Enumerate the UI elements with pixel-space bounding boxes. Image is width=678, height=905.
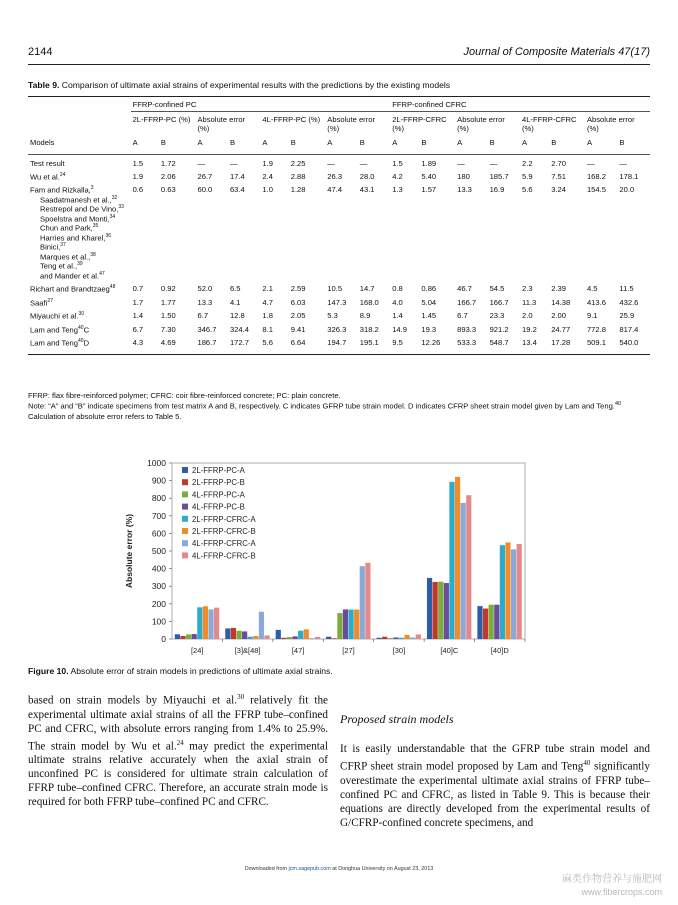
table-cell: 2.05 bbox=[290, 311, 306, 321]
bar bbox=[505, 542, 510, 639]
table-cell: 23.3 bbox=[489, 311, 505, 321]
table-cell: 7.30 bbox=[160, 324, 176, 334]
table-cell: 13.3 bbox=[457, 185, 472, 195]
table-cell: 1.4 bbox=[392, 311, 403, 321]
bar bbox=[388, 638, 393, 639]
table-note-abbrev: FFRP: flax fibre-reinforced polymer; CFRC: coir fibre-reinforced concrete; PC: plain concrete. bbox=[28, 391, 341, 400]
table-cell: 147.3 bbox=[327, 297, 347, 307]
figure-label: Figure 10. bbox=[28, 666, 69, 676]
model-name-cell: Wu et al.$^{24}$ bbox=[30, 171, 66, 182]
table-cell: 52.0 bbox=[197, 284, 213, 294]
table-cell: — bbox=[586, 158, 595, 168]
table-cell: 180 bbox=[457, 171, 470, 181]
table-cell: 1.72 bbox=[160, 158, 176, 168]
table-cell: 43.1 bbox=[359, 185, 375, 195]
table-cell: 2.1 bbox=[262, 284, 273, 294]
table-cell: 326.3 bbox=[327, 324, 347, 334]
table-cell: 2.2 bbox=[522, 158, 533, 168]
ab-header-10: B bbox=[421, 137, 427, 147]
table-cell: 11.3 bbox=[522, 297, 537, 307]
sub-header-6: Absolute error (%) bbox=[457, 114, 505, 133]
bar bbox=[393, 637, 398, 639]
table-cell: 6.03 bbox=[290, 297, 306, 307]
x-tick-label: [30] bbox=[392, 646, 406, 655]
table-cell: 2.06 bbox=[160, 171, 176, 181]
table-note-ab: Note: “A” and “B” indicate specimens from test matrix A and B, respectively. C indicates GFRP tube strain model. D indicates CFRP sheet strain model given by Lam and Teng.$^{40}$ Calculation of absolute error refers to Table 5. bbox=[28, 401, 622, 422]
ab-header-9: A bbox=[392, 137, 398, 147]
table-cell: 26.7 bbox=[197, 171, 213, 181]
legend-swatch bbox=[182, 504, 188, 510]
model-name-continuation: Restrepol and De Vino,$^{33}$ bbox=[40, 204, 124, 214]
table-cell: 2.3 bbox=[522, 284, 533, 294]
bar bbox=[304, 629, 309, 639]
table-cell: 46.7 bbox=[457, 284, 472, 294]
model-name-cell: Richart and Brandtzaeg$^{48}$ bbox=[30, 284, 116, 294]
table-cell: 413.6 bbox=[586, 297, 606, 307]
table-cell: 1.7 bbox=[132, 297, 144, 307]
table-cell: 26.3 bbox=[327, 171, 343, 181]
table-caption-text: Comparison of ultimate axial strains of experimental results with the predictions by the existing models bbox=[61, 80, 451, 90]
x-tick-label: [47] bbox=[291, 646, 305, 655]
table-cell: 17.28 bbox=[551, 338, 571, 348]
table-cell: 509.1 bbox=[586, 338, 606, 348]
table-cell: 4.1 bbox=[229, 297, 241, 307]
table-cell: 1.9 bbox=[132, 171, 144, 181]
table-cell: 324.4 bbox=[229, 324, 249, 334]
table-cell: 12.8 bbox=[229, 311, 245, 321]
table-row bbox=[28, 336, 650, 354]
legend-swatch bbox=[182, 516, 188, 522]
ab-header-6: B bbox=[290, 137, 296, 147]
model-name-cell: Fam and Rizkalla,$^3$ Saadatmanesh et al.,$^{32}$ Restrepol and De Vino,$^{33}$ Spoelstra and Monti,$^{34}$ Chun and Park,$^{35}$ Harries and Kharel,$^{36}$ Binici,$^{37}$ Marques et al.,$^{38}$ Teng et al.,$^{39}$ and Mander et al.$^{47}$ bbox=[28, 183, 131, 282]
table-cell: 13.4 bbox=[522, 338, 537, 348]
table-cell: 7.51 bbox=[551, 171, 566, 181]
table-cell: 14.9 bbox=[392, 324, 407, 334]
table-row bbox=[28, 154, 650, 169]
table-cell: 1.0 bbox=[262, 185, 273, 195]
bar bbox=[315, 637, 320, 639]
table-cell: 13.3 bbox=[197, 297, 213, 307]
section-title: Proposed strain models bbox=[340, 712, 454, 726]
bar bbox=[354, 610, 359, 639]
table-caption bbox=[28, 80, 650, 90]
bar bbox=[433, 582, 438, 639]
table-cell: 12.26 bbox=[421, 338, 441, 348]
table-cell: 1.77 bbox=[160, 297, 176, 307]
table-cell: 0.92 bbox=[160, 284, 176, 294]
sub-header-1: 2L-FFRP-PC (%) bbox=[132, 114, 191, 124]
model-name-cell: Lam and Teng$^{40}$D bbox=[30, 338, 90, 348]
table-cell: 154.5 bbox=[586, 185, 606, 195]
table-cell: 1.57 bbox=[421, 185, 437, 195]
bar bbox=[236, 631, 241, 639]
table-cell: 2.4 bbox=[262, 171, 273, 181]
table-cell: 6.64 bbox=[290, 338, 306, 348]
table-cell: 6.7 bbox=[197, 311, 209, 321]
table-cell: 6.7 bbox=[457, 311, 468, 321]
table-cell: 1.4 bbox=[132, 311, 144, 321]
y-tick-label: 200 bbox=[151, 598, 166, 609]
bar bbox=[180, 636, 185, 639]
table-ab-header bbox=[28, 138, 650, 154]
table-cell: 168.2 bbox=[586, 171, 606, 181]
bar bbox=[264, 635, 269, 639]
bar bbox=[377, 638, 382, 639]
bar bbox=[186, 634, 191, 639]
table-cell: 168.0 bbox=[359, 297, 379, 307]
table-cell: 0.7 bbox=[132, 284, 144, 294]
y-tick-label: 900 bbox=[151, 475, 166, 486]
table-row bbox=[28, 296, 650, 309]
table-cell: 24.77 bbox=[551, 324, 571, 334]
bar bbox=[500, 545, 505, 639]
table-cell: 893.3 bbox=[457, 324, 477, 334]
legend-swatch bbox=[182, 479, 188, 485]
bar bbox=[259, 612, 264, 639]
table-cell: 1.45 bbox=[421, 311, 437, 321]
bar bbox=[214, 608, 219, 639]
bar bbox=[326, 637, 331, 639]
table-cell: 9.1 bbox=[586, 311, 598, 321]
table-cell: 1.50 bbox=[160, 311, 176, 321]
bar bbox=[444, 583, 449, 639]
table-cell: 6.5 bbox=[229, 284, 241, 294]
table-cell: 772.8 bbox=[586, 324, 606, 334]
table-9 bbox=[28, 96, 650, 355]
citation-ref: 40 bbox=[583, 759, 591, 767]
model-name-cell: Miyauchi et al.$^{30}$ bbox=[30, 311, 85, 321]
table-cell: 4.3 bbox=[132, 338, 144, 348]
legend-label: 4L-FFRP-PC-A bbox=[192, 490, 245, 500]
table-group-header bbox=[28, 97, 650, 112]
table-cell: 195.1 bbox=[359, 338, 379, 348]
table-cell: 178.1 bbox=[619, 171, 639, 181]
x-tick-label: [27] bbox=[342, 646, 355, 655]
table-cell: 186.7 bbox=[197, 338, 217, 348]
bar bbox=[225, 628, 230, 639]
y-tick-label: 500 bbox=[151, 546, 166, 556]
bar bbox=[175, 634, 180, 639]
page-number: 2144 bbox=[28, 46, 53, 58]
group-header-pc: FFRP-confined PC bbox=[131, 97, 391, 112]
bar bbox=[248, 637, 253, 639]
table-cell: 10.5 bbox=[327, 284, 343, 294]
legend-label: 2L-FFRP-CFRC-A bbox=[192, 514, 256, 524]
model-name-continuation: Marques et al.,$^{38}$ bbox=[40, 251, 96, 262]
bar bbox=[416, 634, 421, 639]
legend-swatch bbox=[182, 540, 188, 546]
table-cell: 5.04 bbox=[421, 297, 437, 307]
bar bbox=[489, 605, 494, 639]
table-cell: 921.2 bbox=[489, 324, 509, 334]
ab-header-13: A bbox=[522, 137, 528, 147]
model-name-continuation: and Mander et al.$^{47}$ bbox=[40, 270, 105, 281]
download-footer: Downloaded from jcm.sagepub.com at Donghua University on August 23, 2013 bbox=[244, 866, 434, 872]
figure-caption-text: Absolute error of strain models in predictions of ultimate axial strains. bbox=[70, 666, 333, 676]
sub-header-7: 4L-FFRP-CFRC (%) bbox=[522, 114, 577, 133]
bar bbox=[461, 503, 466, 639]
x-tick-label: [40]D bbox=[490, 646, 509, 655]
table-cell: 4.69 bbox=[160, 338, 176, 348]
table-cell: 2.70 bbox=[551, 158, 566, 168]
y-tick-label: 700 bbox=[151, 510, 166, 521]
bar bbox=[208, 609, 213, 639]
table-cell: 14.38 bbox=[551, 297, 571, 307]
table-cell: 5.3 bbox=[327, 311, 338, 321]
table-cell: 8.9 bbox=[359, 311, 371, 321]
bar bbox=[332, 638, 337, 639]
table-cell: 1.8 bbox=[262, 311, 273, 321]
table-cell: 11.5 bbox=[619, 284, 634, 294]
model-name-cell: Saafi$^{27}$ bbox=[30, 297, 53, 308]
legend-swatch bbox=[182, 467, 188, 473]
table-cell: 17.4 bbox=[229, 171, 245, 181]
table-cell: — bbox=[197, 158, 206, 168]
table-cell: 2.0 bbox=[522, 311, 533, 321]
table-cell: 533.3 bbox=[457, 338, 477, 348]
ab-header-3: A bbox=[197, 137, 203, 147]
legend-swatch bbox=[182, 528, 188, 534]
table-cell: 432.6 bbox=[619, 297, 639, 307]
table-cell: 1.5 bbox=[132, 158, 144, 168]
table-cell: 346.7 bbox=[197, 324, 217, 334]
legend-label: 2L-FFRP-CFRC-B bbox=[192, 527, 256, 536]
legend-label: 4L-FFRP-CFRC-B bbox=[192, 551, 256, 561]
bar bbox=[410, 637, 415, 639]
sub-header-8: Absolute error (%) bbox=[586, 114, 635, 133]
table-cell: 5.9 bbox=[522, 171, 533, 181]
watermark: 麻类作物营养与施肥网 www.fibercrops.com bbox=[562, 874, 662, 897]
bar bbox=[298, 631, 303, 639]
table-cell: 4.5 bbox=[586, 284, 598, 294]
y-axis-label: Absolute error (%) bbox=[124, 513, 134, 589]
table-cell: 2.59 bbox=[290, 284, 306, 294]
y-tick-label: 100 bbox=[151, 616, 166, 627]
table-cell bbox=[28, 97, 131, 112]
table-cell: 54.5 bbox=[489, 284, 505, 294]
table-notes bbox=[28, 391, 650, 422]
bar bbox=[231, 628, 236, 639]
bar bbox=[203, 606, 208, 639]
sub-header-3: 4L-FFRP-PC (%) bbox=[262, 114, 321, 124]
bar bbox=[382, 637, 387, 639]
models-header: Models bbox=[30, 137, 55, 147]
figure-caption bbox=[28, 666, 333, 676]
table-cell: 172.7 bbox=[229, 338, 249, 348]
table-cell: 4.0 bbox=[392, 297, 403, 307]
model-name-continuation: Spoelstra and Monti,$^{34}$ bbox=[40, 213, 116, 224]
y-tick-label: 300 bbox=[151, 581, 166, 592]
x-tick-label: [3]&[48] bbox=[234, 646, 261, 655]
table-cell: 1.5 bbox=[392, 158, 403, 168]
ab-header-15: A bbox=[586, 137, 593, 147]
bar bbox=[309, 638, 314, 639]
x-tick-label: [24] bbox=[190, 646, 204, 655]
table-cell: 8.1 bbox=[262, 324, 273, 334]
ab-header-12: B bbox=[489, 137, 495, 147]
legend-label: 4L-FFRP-PC-B bbox=[192, 502, 245, 512]
y-tick-label: 400 bbox=[151, 563, 166, 574]
table-cell: — bbox=[489, 158, 498, 168]
bar bbox=[449, 482, 454, 639]
table-cell: — bbox=[457, 158, 465, 168]
table-cell: 19.3 bbox=[421, 324, 437, 334]
table-cell: 548.7 bbox=[489, 338, 509, 348]
table-row bbox=[28, 282, 650, 295]
table-cell: 2.39 bbox=[551, 284, 566, 294]
table-cell: 16.9 bbox=[489, 185, 505, 195]
table-cell: 60.0 bbox=[197, 185, 213, 195]
table-cell: 14.7 bbox=[359, 284, 375, 294]
table-row bbox=[28, 323, 650, 336]
table-label: Table 9. bbox=[28, 80, 60, 90]
table-cell: 1.3 bbox=[392, 185, 403, 195]
model-name-continuation: Saadatmanesh et al.,$^{32}$ bbox=[40, 194, 118, 205]
model-name-cell: Test result bbox=[30, 158, 65, 168]
table-cell: 0.8 bbox=[392, 284, 403, 294]
ab-header-4: B bbox=[229, 137, 236, 147]
table-cell: 1.28 bbox=[290, 185, 306, 195]
table-cell: 318.2 bbox=[359, 324, 379, 334]
table-cell: 19.2 bbox=[522, 324, 537, 334]
figure-10-chart bbox=[120, 455, 540, 655]
bar bbox=[477, 606, 482, 639]
table-cell: 5.40 bbox=[421, 171, 437, 181]
model-name-continuation: Harries and Kharel,$^{36}$ bbox=[40, 232, 111, 243]
table-row bbox=[28, 170, 650, 183]
table-cell: 0.6 bbox=[132, 185, 144, 195]
table-cell: 0.86 bbox=[421, 284, 437, 294]
ab-header-7: A bbox=[327, 137, 333, 147]
table-cell: — bbox=[619, 158, 627, 168]
ab-header-16: B bbox=[619, 137, 625, 147]
bar bbox=[494, 605, 499, 639]
sub-header-2: Absolute error (%) bbox=[197, 114, 246, 133]
legend-label: 2L-FFRP-PC-A bbox=[192, 466, 245, 475]
sub-header-4: Absolute error (%) bbox=[327, 114, 375, 133]
bar bbox=[455, 477, 460, 639]
table-cell: 2.25 bbox=[290, 158, 306, 168]
bar bbox=[438, 582, 443, 639]
bar bbox=[517, 544, 522, 639]
bar bbox=[360, 566, 365, 639]
y-tick-label: 600 bbox=[151, 528, 166, 539]
legend-swatch bbox=[182, 552, 188, 558]
table-cell: 6.7 bbox=[132, 324, 144, 334]
table-cell: 0.63 bbox=[160, 185, 176, 195]
table-cell: — bbox=[327, 158, 335, 168]
bar bbox=[287, 637, 292, 639]
table-cell: 9.41 bbox=[290, 324, 306, 334]
table-cell bbox=[28, 111, 131, 137]
journal-title: Journal of Composite Materials 47(17) bbox=[463, 46, 650, 58]
bar bbox=[349, 610, 354, 639]
x-tick-label: [40]C bbox=[440, 646, 459, 655]
table-cell: 2.00 bbox=[551, 311, 566, 321]
model-name-continuation: Chun and Park,$^{35}$ bbox=[40, 223, 99, 233]
table-cell: 5.6 bbox=[522, 185, 533, 195]
ab-header-2: B bbox=[160, 137, 166, 147]
table-cell: 194.7 bbox=[327, 338, 347, 348]
table-cell: 817.4 bbox=[619, 324, 639, 334]
ab-header-5: A bbox=[262, 137, 268, 147]
ab-header-8: B bbox=[359, 137, 365, 147]
citation-ref: 30 bbox=[237, 693, 245, 701]
table-cell: 5.6 bbox=[262, 338, 273, 348]
bar bbox=[292, 636, 297, 639]
body-column-left: based on strain models by Miyauchi et al.$^{30}$ relatively fit the experimental ultimate axial strains of all the FFRP tube–confined PC and CFRC, with absolute errors ranging from 1.4% to 25.9%. The strain model by Wu et al.$^{24}$ may predict the experimental ultimate strains relative accurately when the axial strain of unconfined PC is considered for ultimate strain calculation of FFRP tube–confined CFRC. Therefore, an accurate strain mode is required for both FFRP tube–confined PC and CFRC. bbox=[28, 693, 329, 809]
table-cell: 166.7 bbox=[489, 297, 509, 307]
model-name-continuation: Teng et al.,$^{39}$ bbox=[40, 261, 83, 271]
model-name-cell: Lam and Teng$^{40}$C bbox=[30, 324, 90, 335]
bar bbox=[253, 636, 258, 639]
bar bbox=[365, 563, 370, 639]
table-cell: 4.2 bbox=[392, 171, 403, 181]
bar bbox=[343, 609, 348, 639]
bar bbox=[399, 638, 404, 639]
sub-header-5: 2L-FFRP-CFRC (%) bbox=[392, 114, 447, 133]
table-cell: 3.24 bbox=[551, 185, 566, 195]
bar bbox=[483, 609, 488, 639]
table-cell: — bbox=[359, 158, 368, 168]
bar bbox=[242, 631, 247, 639]
table-cell: 166.7 bbox=[457, 297, 477, 307]
footer-link[interactable]: jcm.sagepub.com bbox=[288, 866, 331, 872]
table-cell: 540.0 bbox=[619, 338, 639, 348]
ab-header-11: A bbox=[457, 137, 463, 147]
table-sub-header bbox=[28, 111, 650, 137]
ab-header-14: B bbox=[551, 137, 557, 147]
table-cell: 9.5 bbox=[392, 338, 403, 348]
bar bbox=[337, 613, 342, 639]
group-header-cfrc: FFRP-confined CFRC bbox=[390, 97, 650, 112]
table-cell: 20.0 bbox=[619, 185, 635, 195]
model-name-continuation: Binici,$^{37}$ bbox=[40, 242, 66, 252]
bar bbox=[192, 634, 197, 639]
bar bbox=[276, 630, 281, 639]
table-cell: 2.88 bbox=[290, 171, 306, 181]
table-cell: — bbox=[229, 158, 238, 168]
table-row bbox=[28, 309, 650, 322]
body-column-right: It is easily understandable that the GFRP tube strain model and CFRP sheet strain model proposed by Lam and Teng$^{40}$ significantly overestimate the experimental ultimate axial strains of FFRP tube–confined PC and CFRC, as listed in Table 9. This is because their equations are directly developed from the experimental results of G/CFRP-confined concrete specimens, and bbox=[340, 743, 650, 829]
legend-label: 2L-FFRP-PC-B bbox=[192, 478, 245, 488]
y-tick-label: 800 bbox=[151, 493, 166, 504]
table-cell: 4.7 bbox=[262, 297, 273, 307]
table-cell: 47.4 bbox=[327, 185, 343, 195]
table-cell: 63.4 bbox=[229, 185, 245, 195]
y-tick-label: 0 bbox=[161, 634, 166, 644]
ab-header-1: A bbox=[132, 137, 138, 147]
bar bbox=[197, 607, 202, 639]
bar bbox=[466, 495, 471, 639]
table-cell: 1.89 bbox=[421, 158, 437, 168]
bar bbox=[281, 638, 286, 639]
table-cell: 25.9 bbox=[619, 311, 635, 321]
bar bbox=[511, 549, 516, 639]
bar bbox=[405, 635, 410, 639]
y-tick-label: 1000 bbox=[147, 458, 166, 468]
table-cell: 185.7 bbox=[489, 171, 509, 181]
table-cell: 28.0 bbox=[359, 171, 375, 181]
citation-ref: 24 bbox=[176, 738, 184, 747]
legend-label: 4L-FFRP-CFRC-A bbox=[192, 539, 256, 549]
table-cell: 1.9 bbox=[262, 158, 273, 168]
table-row bbox=[28, 183, 650, 282]
legend-swatch bbox=[182, 491, 188, 497]
bar bbox=[427, 578, 432, 639]
header-rule bbox=[28, 64, 650, 65]
